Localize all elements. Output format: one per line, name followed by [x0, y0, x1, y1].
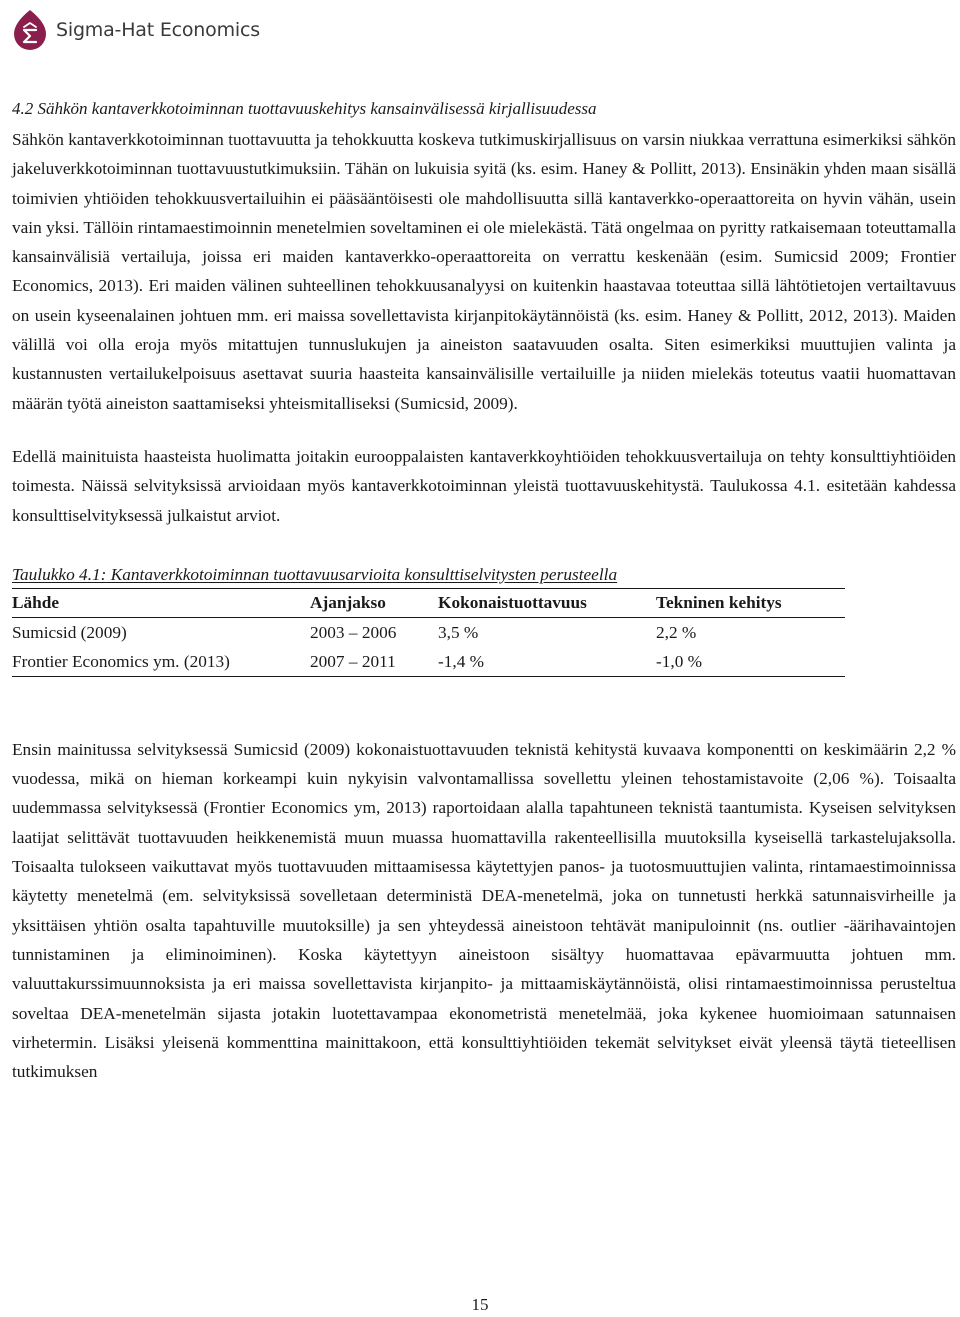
brand-header	[12, 8, 260, 52]
column-header-period: Ajanjakso	[310, 592, 386, 612]
table-cell-source: Frontier Economics ym. (2013)	[12, 651, 230, 671]
column-header-source: Lähde	[12, 592, 60, 612]
document-body	[12, 96, 956, 1086]
table-row	[12, 647, 845, 677]
table-cell-source: Sumicsid (2009)	[12, 622, 127, 642]
body-paragraph-2: Edellä mainituista haasteista huolimatta joitakin eurooppalaisten kantaverkkoyhtiöiden tehokkuusvertailuja on tehty konsulttiyhtiöiden toimesta. Näissä selvityksissä arvioidaan myös kantaverkkotoiminnan yleistä tuottavuuskehitystä. Taulukossa 4.1. esitetään kahdessa konsulttiselvityksessä julkaistut arviot.	[12, 446, 956, 525]
productivity-table	[12, 588, 845, 677]
column-header-total-productivity: Kokonaistuottavuus	[438, 592, 587, 612]
table-row	[12, 617, 845, 647]
brand-name: Sigma-Hat Economics	[56, 19, 260, 41]
section-heading: 4.2 Sähkön kantaverkkotoiminnan tuottavuuskehitys kansainvälisessä kirjallisuudessa	[12, 99, 597, 118]
column-header-technical-change: Tekninen kehitys	[656, 592, 782, 612]
sigma-hat-logo-icon	[12, 8, 48, 52]
table-cell-technical-change: -1,0 %	[656, 651, 703, 671]
body-paragraph-3: Ensin mainitussa selvityksessä Sumicsid (2009) kokonaistuottavuuden teknistä kehitystä kuvaava komponentti on keskimäärin 2,2 % vuodessa, mikä on hieman korkeampi kuin nykyisin valvontamallissa sovellettu yleinen tehostamistavoite (2,06 %). Toisaalta uudemmassa selvityksessä (Frontier Economics ym, 2013) raportoidaan alalla tapahtuneen teknistä taantumista. Kyseisen selvityksen laatijat selittävät tuottavuuden heikkenemistä muun muassa huomattavilla rakenteellisilla muutoksilla kyseisellä tarkastelujaksolla. Toisaalta tulokseen vaikuttavat myös tuottavuuden mittaamisessa käytettyjen panos- ja tuotosmuuttujien valinta, rintamaestimoinnissa käytetty menetelmä (em. selvityksissä sovelletaan deterministä DEA-menetelmä, joka on tunnetusti herkkä satunnaisvirheille ja yksittäisen yhtiön osalta tapahtuville muutoksille) ja sen yhteydessä aineistoon tehtävät manipuloinnit (ns. outlier -äärihavaintojen tunnistaminen ja eliminoiminen). Koska käytettyyn aineistoon sisältyy huomattavaa epävarmuutta johtuen mm. valuuttakurssimuunnoksista ja eri maissa sovellettavista kirjanpito- ja mittaamiskäytännöistä, olisi rintamaestimoinnissa perusteltua soveltaa DEA-menetelmän sijasta jotakin luotettavampaa ekonometristä menetelmää, joka kykenee huomioimaan satunnaisen virhetermin. Lisäksi yleisenä kommenttina mainittakoon, että konsulttiyhtiöiden tekemät selvitykset eivät yleensä täytä tieteellisen tutkimuksen	[12, 739, 956, 1082]
table-cell-total-productivity: 3,5 %	[438, 622, 479, 642]
table-cell-total-productivity: -1,4 %	[438, 651, 485, 671]
table-cell-period: 2003 – 2006	[310, 622, 397, 642]
table-header-row	[12, 588, 845, 617]
table-cell-period: 2007 – 2011	[310, 651, 396, 671]
table-cell-technical-change: 2,2 %	[656, 622, 697, 642]
table-caption: Taulukko 4.1: Kantaverkkotoiminnan tuottavuusarvioita konsulttiselvitysten perusteella	[12, 564, 618, 584]
page-number: 15	[471, 1295, 489, 1314]
body-paragraph-1: Sähkön kantaverkkotoiminnan tuottavuutta ja tehokkuutta koskeva tutkimuskirjallisuus on varsin niukkaa verrattuna esimerkiksi sähkön jakeluverkkotoiminnan tuottavuustutkimuksiin. Tähän on lukuisia syitä (ks. esim. Haney & Pollitt, 2013). Ensinäkin yhden maan sisällä toimivien yhtiöiden tehokkuusvertailuihin ei pääsääntöisesti ole mahdollisuutta sillä kantaverkko-operaattoreita on hyvin vähän, usein vain yksi. Tällöin rintamaestimoinnin menetelmien soveltaminen ei ole mielekästä. Tätä ongelmaa on pyritty ratkaisemaan toteuttamalla kansainvälisiä vertailuja, joissa eri maiden kantaverkko-operaattoreita on verrattu keskenään (esim. Sumicsid 2009; Frontier Economics, 2013). Eri maiden välinen suhteellinen tehokkuusanalyysi on kuitenkin haastavaa toteuttaa sillä lähtötietojen vertailtavuus on usein kyseenalainen johtuen mm. eri maissa sovellettavista kirjanpitokäytännöistä (ks. esim. Haney & Pollitt, 2012, 2013). Maiden välillä voi olla eroja myös mitattujen tunnuslukujen ja aineiston saatavuuden osalta. Siten esimerkiksi muuttujien valinta ja kustannusten vertailukelpoisuus asettavat suuria haasteita kansainvälisille vertailuille ja niiden mielekäs toteutus vaatii huomattavan määrän työtä aineiston saattamiseksi yhteismitalliseksi (Sumicsid, 2009).	[12, 130, 956, 413]
